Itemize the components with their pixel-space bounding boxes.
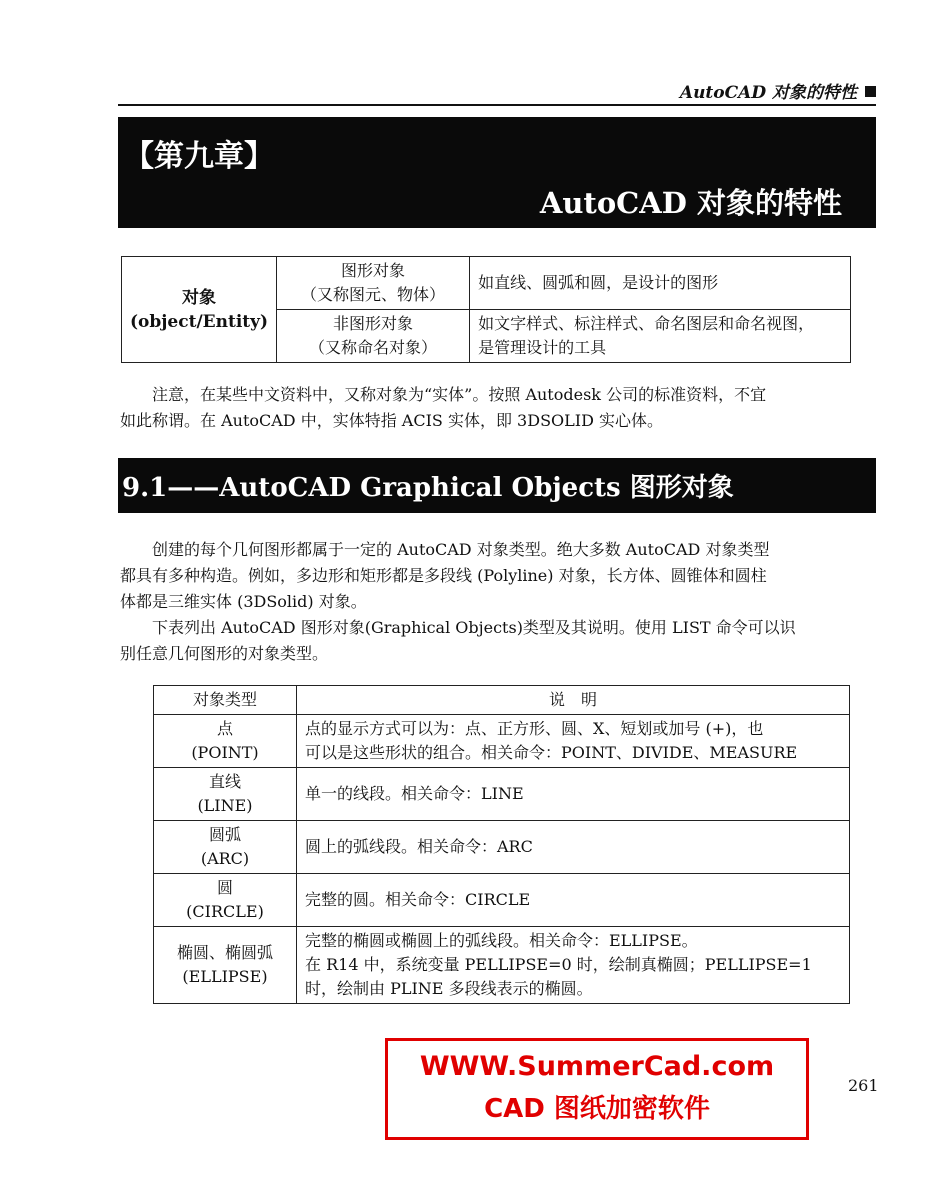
watermark-url: WWW.SummerCad.com bbox=[419, 1051, 775, 1082]
type-name-cell bbox=[154, 768, 297, 821]
type-code: (CIRCLE) bbox=[186, 902, 264, 921]
type-name: 直线 bbox=[208, 772, 241, 791]
chapter-label: 【第九章】 bbox=[124, 139, 274, 174]
desc-line: 是管理设计的工具 bbox=[478, 338, 607, 357]
object-kind-alias: （又称图元、物体） bbox=[301, 285, 446, 304]
table-row bbox=[122, 257, 851, 310]
table-row bbox=[154, 821, 850, 874]
watermark-stamp bbox=[385, 1038, 809, 1140]
type-name: 椭圆、椭圆弧 bbox=[176, 943, 273, 962]
object-classification-table bbox=[121, 256, 851, 363]
square-bullet-icon bbox=[865, 86, 876, 97]
object-kind-cell bbox=[277, 257, 470, 310]
running-title: AutoCAD 对象的特性 bbox=[680, 78, 876, 103]
text-line: 都具有多种构造。例如，多边形和矩形都是多段线 (Polyline) 对象，长方体、圆锥体和圆柱 bbox=[120, 566, 767, 585]
running-header bbox=[118, 74, 876, 106]
desc-line: 时，绘制由 PLINE 多段线表示的椭圆。 bbox=[305, 979, 593, 998]
object-kind-name: 图形对象 bbox=[341, 261, 406, 280]
table-row bbox=[154, 927, 850, 1004]
object-head-cell bbox=[122, 257, 277, 363]
text-line: 下表列出 AutoCAD 图形对象(Graphical Objects)类型及其说明。使用 LIST 命令可以识 bbox=[152, 618, 796, 637]
desc-line: 点的显示方式可以为：点、正方形、圆、X、短划或加号 (+)，也 bbox=[305, 719, 764, 738]
type-name-cell bbox=[154, 715, 297, 768]
type-code: (ARC) bbox=[200, 849, 250, 868]
type-desc-cell bbox=[297, 768, 850, 821]
type-name: 圆 bbox=[216, 878, 233, 897]
type-code: (POINT) bbox=[191, 743, 259, 762]
object-type-table bbox=[153, 685, 850, 1004]
type-desc-cell bbox=[297, 874, 850, 927]
type-desc-cell bbox=[297, 927, 850, 1004]
text-line: 如此称谓。在 AutoCAD 中，实体特指 ACIS 实体，即 3DSOLID 实心体。 bbox=[120, 411, 664, 430]
chapter-banner bbox=[118, 117, 876, 228]
type-code: (LINE) bbox=[197, 796, 253, 815]
object-head-english: (object/Entity) bbox=[130, 311, 269, 332]
desc-line: 可以是这些形状的组合。相关命令：POINT、DIVIDE、MEASURE bbox=[305, 743, 798, 762]
desc-line: 圆上的弧线段。相关命令：ARC bbox=[305, 837, 533, 856]
page-number: 261 bbox=[848, 1076, 879, 1095]
desc-line: 完整的圆。相关命令：CIRCLE bbox=[305, 890, 531, 909]
object-kind-alias: （又称命名对象） bbox=[309, 338, 438, 357]
object-kind-name: 非图形对象 bbox=[333, 314, 414, 333]
chapter-title: AutoCAD 对象的特性 bbox=[539, 186, 842, 220]
text-line: 体都是三维实体 (3DSolid) 对象。 bbox=[120, 592, 367, 611]
type-code: (ELLIPSE) bbox=[182, 967, 268, 986]
desc-line: 完整的椭圆或椭圆上的弧线段。相关命令：ELLIPSE。 bbox=[305, 931, 698, 950]
table-row bbox=[154, 768, 850, 821]
intro-paragraph bbox=[120, 537, 874, 667]
desc-line: 在 R14 中，系统变量 PELLIPSE=0 时，绘制真椭圆；PELLIPSE=1 bbox=[305, 955, 812, 974]
object-desc-cell: 如直线、圆弧和圆，是设计的图形 bbox=[470, 257, 851, 310]
desc-line: 单一的线段。相关命令：LINE bbox=[305, 784, 524, 803]
table-row bbox=[154, 874, 850, 927]
note-paragraph bbox=[120, 382, 874, 434]
object-kind-cell bbox=[277, 310, 470, 363]
type-desc-cell bbox=[297, 821, 850, 874]
object-desc-cell bbox=[470, 310, 851, 363]
column-header-desc: 说 明 bbox=[297, 686, 850, 715]
type-desc-cell bbox=[297, 715, 850, 768]
type-name: 圆弧 bbox=[208, 825, 241, 844]
section-heading-bar bbox=[118, 458, 876, 513]
type-name-cell bbox=[154, 821, 297, 874]
object-head-label: 对象 bbox=[182, 287, 217, 308]
type-name: 点 bbox=[216, 719, 233, 738]
table-row bbox=[154, 715, 850, 768]
text-line: 别任意几何图形的对象类型。 bbox=[120, 644, 329, 663]
type-name-cell bbox=[154, 874, 297, 927]
text-line: 创建的每个几何图形都属于一定的 AutoCAD 对象类型。绝大多数 AutoCAD 对象类型 bbox=[152, 540, 770, 559]
text-line: 注意，在某些中文资料中，又称对象为“实体”。按照 Autodesk 公司的标准资料，不宜 bbox=[152, 385, 767, 404]
column-header-type: 对象类型 bbox=[154, 686, 297, 715]
desc-line: 如文字样式、标注样式、命名图层和命名视图， bbox=[478, 314, 815, 333]
type-name-cell bbox=[154, 927, 297, 1004]
section-title: 9.1——AutoCAD Graphical Objects 图形对象 bbox=[122, 473, 734, 503]
table-header-row bbox=[154, 686, 850, 715]
watermark-tagline: CAD 图纸加密软件 bbox=[484, 1094, 710, 1124]
